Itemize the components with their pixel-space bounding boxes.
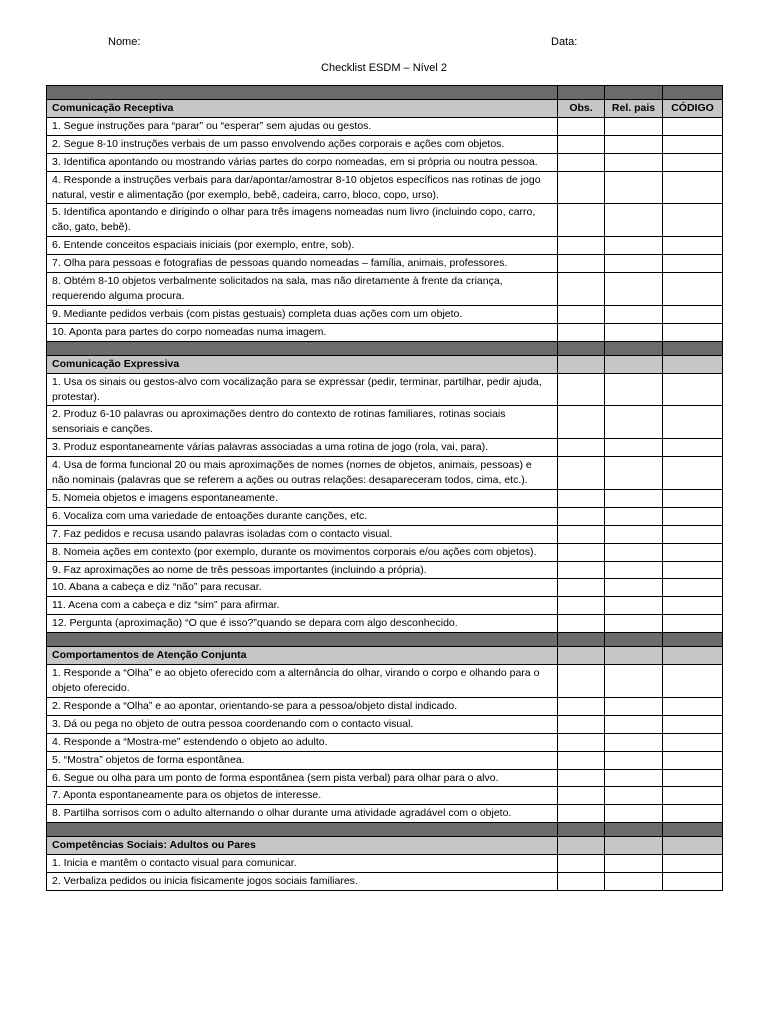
obs-cell[interactable] xyxy=(558,525,605,543)
rel-pais-cell[interactable] xyxy=(605,406,663,439)
codigo-cell[interactable] xyxy=(663,715,723,733)
checklist-item-text: 1. Segue instruções para “parar” ou “esperar” sem ajudas ou gestos. xyxy=(47,117,558,135)
date-label: Data: xyxy=(551,36,578,48)
separator-cell xyxy=(47,86,558,100)
rel-pais-cell[interactable] xyxy=(605,255,663,273)
rel-pais-cell[interactable] xyxy=(605,457,663,490)
obs-cell[interactable] xyxy=(558,305,605,323)
separator-cell xyxy=(47,341,558,355)
checklist-item-row xyxy=(47,665,723,698)
obs-cell[interactable] xyxy=(558,733,605,751)
codigo-cell[interactable] xyxy=(663,733,723,751)
obs-cell[interactable] xyxy=(558,489,605,507)
column-header-empty xyxy=(663,355,723,373)
rel-pais-cell[interactable] xyxy=(605,543,663,561)
column-header-rel-pais: Rel. pais xyxy=(605,100,663,118)
obs-cell[interactable] xyxy=(558,457,605,490)
rel-pais-cell[interactable] xyxy=(605,507,663,525)
codigo-cell[interactable] xyxy=(663,769,723,787)
section-title: Comunicação Expressiva xyxy=(47,355,558,373)
codigo-cell[interactable] xyxy=(663,787,723,805)
checklist-item-row xyxy=(47,615,723,633)
obs-cell[interactable] xyxy=(558,769,605,787)
column-header-empty xyxy=(605,837,663,855)
rel-pais-cell[interactable] xyxy=(605,855,663,873)
checklist-item-row xyxy=(47,171,723,204)
codigo-cell[interactable] xyxy=(663,323,723,341)
rel-pais-cell[interactable] xyxy=(605,751,663,769)
separator-cell xyxy=(558,633,605,647)
checklist-item-text: 8. Obtém 8-10 objetos verbalmente solicitados na sala, mas não diretamente à frente da criança, requerendo alguma procura. xyxy=(47,273,558,306)
rel-pais-cell[interactable] xyxy=(605,873,663,891)
checklist-item-text: 7. Aponta espontaneamente para os objetos de interesse. xyxy=(47,787,558,805)
obs-cell[interactable] xyxy=(558,715,605,733)
checklist-item-text: 11. Acena com a cabeça e diz “sim” para afirmar. xyxy=(47,597,558,615)
codigo-cell[interactable] xyxy=(663,615,723,633)
checklist-item-row xyxy=(47,439,723,457)
checklist-item-row xyxy=(47,805,723,823)
checklist-item-text: 1. Inicia e mantêm o contacto visual para comunicar. xyxy=(47,855,558,873)
separator-cell xyxy=(605,86,663,100)
rel-pais-cell[interactable] xyxy=(605,697,663,715)
rel-pais-cell[interactable] xyxy=(605,733,663,751)
rel-pais-cell[interactable] xyxy=(605,439,663,457)
checklist-item-text: 7. Faz pedidos e recusa usando palavras isoladas com o contacto visual. xyxy=(47,525,558,543)
checklist-item-text: 3. Dá ou pega no objeto de outra pessoa coordenando com o contacto visual. xyxy=(47,715,558,733)
checklist-item-row xyxy=(47,153,723,171)
separator-cell xyxy=(47,633,558,647)
codigo-cell[interactable] xyxy=(663,597,723,615)
checklist-item-row xyxy=(47,489,723,507)
checklist-item-text: 10. Abana a cabeça e diz “não” para recusar. xyxy=(47,579,558,597)
codigo-cell[interactable] xyxy=(663,439,723,457)
checklist-item-text: 3. Identifica apontando ou mostrando várias partes do corpo nomeadas, em si própria ou noutra pessoa. xyxy=(47,153,558,171)
obs-cell[interactable] xyxy=(558,171,605,204)
checklist-item-row xyxy=(47,733,723,751)
checklist-item-text: 1. Usa os sinais ou gestos-alvo com vocalização para se expressar (pedir, terminar, partilhar, pedir ajuda, protestar). xyxy=(47,373,558,406)
checklist-item-row xyxy=(47,135,723,153)
checklist-item-text: 3. Produz espontaneamente várias palavras associadas a uma rotina de jogo (rola, vai, para). xyxy=(47,439,558,457)
obs-cell[interactable] xyxy=(558,255,605,273)
obs-cell[interactable] xyxy=(558,439,605,457)
rel-pais-cell[interactable] xyxy=(605,171,663,204)
section-title: Comportamentos de Atenção Conjunta xyxy=(47,647,558,665)
section-header xyxy=(47,647,723,665)
obs-cell[interactable] xyxy=(558,561,605,579)
codigo-cell[interactable] xyxy=(663,507,723,525)
codigo-cell[interactable] xyxy=(663,579,723,597)
rel-pais-cell[interactable] xyxy=(605,525,663,543)
obs-cell[interactable] xyxy=(558,507,605,525)
checklist-item-row xyxy=(47,204,723,237)
section-header xyxy=(47,837,723,855)
rel-pais-cell[interactable] xyxy=(605,615,663,633)
rel-pais-cell[interactable] xyxy=(605,323,663,341)
checklist-item-text: 5. Identifica apontando e dirigindo o olhar para três imagens nomeadas num livro (incluindo copo, carro, cão, gato, bebê). xyxy=(47,204,558,237)
codigo-cell[interactable] xyxy=(663,273,723,306)
checklist-item-row xyxy=(47,255,723,273)
obs-cell[interactable] xyxy=(558,751,605,769)
obs-cell[interactable] xyxy=(558,873,605,891)
checklist-item-text: 6. Vocaliza com uma variedade de entoações durante canções, etc. xyxy=(47,507,558,525)
checklist-item-row xyxy=(47,543,723,561)
codigo-cell[interactable] xyxy=(663,751,723,769)
checklist-item-text: 6. Segue ou olha para um ponto de forma espontânea (sem pista verbal) para olhar para o alvo. xyxy=(47,769,558,787)
codigo-cell[interactable] xyxy=(663,373,723,406)
checklist-item-row xyxy=(47,787,723,805)
checklist-item-row xyxy=(47,561,723,579)
checklist-item-row xyxy=(47,525,723,543)
checklist-item-row xyxy=(47,597,723,615)
rel-pais-cell[interactable] xyxy=(605,135,663,153)
column-header-obs: Obs. xyxy=(558,100,605,118)
checklist-item-text: 4. Responde a instruções verbais para dar/apontar/amostrar 8-10 objetos específicos nas rotinas de jogo natural, vestir e alimentação (por exemplo, bebê, cadeira, carro, bloco, copo, urso). xyxy=(47,171,558,204)
codigo-cell[interactable] xyxy=(663,697,723,715)
checklist-item-row xyxy=(47,507,723,525)
obs-cell[interactable] xyxy=(558,153,605,171)
obs-cell[interactable] xyxy=(558,665,605,698)
checklist-item-row xyxy=(47,457,723,490)
checklist-item-text: 4. Usa de forma funcional 20 ou mais aproximações de nomes (nomes de objetos, animais, pessoas) e não nominais (palavras que se referem a ações ou outras relações: desapareceram todos, cima, etc.). xyxy=(47,457,558,490)
checklist-item-text: 4. Responde a “Mostra-me” estendendo o objeto ao adulto. xyxy=(47,733,558,751)
separator-cell xyxy=(605,633,663,647)
codigo-cell[interactable] xyxy=(663,805,723,823)
obs-cell[interactable] xyxy=(558,855,605,873)
codigo-cell[interactable] xyxy=(663,237,723,255)
checklist-item-text: 5. Nomeia objetos e imagens espontaneamente. xyxy=(47,489,558,507)
checklist-item-row xyxy=(47,323,723,341)
checklist-item-text: 10. Aponta para partes do corpo nomeadas numa imagem. xyxy=(47,323,558,341)
checklist-item-text: 8. Nomeia ações em contexto (por exemplo, durante os movimentos corporais e/ou ações com objetos). xyxy=(47,543,558,561)
obs-cell[interactable] xyxy=(558,805,605,823)
checklist-item-row xyxy=(47,373,723,406)
rel-pais-cell[interactable] xyxy=(605,805,663,823)
checklist-item-text: 6. Entende conceitos espaciais iniciais (por exemplo, entre, sob). xyxy=(47,237,558,255)
column-header-empty xyxy=(663,837,723,855)
rel-pais-cell[interactable] xyxy=(605,204,663,237)
separator-cell xyxy=(558,86,605,100)
section-separator xyxy=(47,633,723,647)
rel-pais-cell[interactable] xyxy=(605,237,663,255)
checklist-item-row xyxy=(47,715,723,733)
codigo-cell[interactable] xyxy=(663,171,723,204)
obs-cell[interactable] xyxy=(558,697,605,715)
section-title: Competências Sociais: Adultos ou Pares xyxy=(47,837,558,855)
codigo-cell[interactable] xyxy=(663,153,723,171)
rel-pais-cell[interactable] xyxy=(605,273,663,306)
rel-pais-cell[interactable] xyxy=(605,597,663,615)
checklist-table xyxy=(46,85,723,891)
rel-pais-cell[interactable] xyxy=(605,715,663,733)
rel-pais-cell[interactable] xyxy=(605,769,663,787)
section-separator xyxy=(47,823,723,837)
checklist-item-text: 2. Produz 6-10 palavras ou aproximações dentro do contexto de rotinas familiares, rotinas sociais sensoriais e canções. xyxy=(47,406,558,439)
obs-cell[interactable] xyxy=(558,273,605,306)
codigo-cell[interactable] xyxy=(663,204,723,237)
rel-pais-cell[interactable] xyxy=(605,665,663,698)
column-header-empty xyxy=(605,647,663,665)
column-header-empty xyxy=(605,355,663,373)
separator-cell xyxy=(663,823,723,837)
checklist-body xyxy=(47,86,723,891)
obs-cell[interactable] xyxy=(558,237,605,255)
separator-cell xyxy=(47,823,558,837)
checklist-item-text: 5. “Mostra” objetos de forma espontânea. xyxy=(47,751,558,769)
section-separator xyxy=(47,86,723,100)
checklist-item-row xyxy=(47,305,723,323)
codigo-cell[interactable] xyxy=(663,665,723,698)
checklist-item-text: 8. Partilha sorrisos com o adulto alternando o olhar durante uma atividade agradável com o objeto. xyxy=(47,805,558,823)
codigo-cell[interactable] xyxy=(663,873,723,891)
column-header-empty xyxy=(558,647,605,665)
checklist-item-row xyxy=(47,273,723,306)
section-header xyxy=(47,355,723,373)
codigo-cell[interactable] xyxy=(663,135,723,153)
checklist-item-text: 9. Mediante pedidos verbais (com pistas gestuais) completa duas ações com um objeto. xyxy=(47,305,558,323)
document-title: Checklist ESDM – Nível 2 xyxy=(321,62,447,74)
obs-cell[interactable] xyxy=(558,597,605,615)
checklist-item-text: 12. Pergunta (aproximação) “O que é isso?”quando se depara com algo desconhecido. xyxy=(47,615,558,633)
checklist-item-row xyxy=(47,855,723,873)
separator-cell xyxy=(663,341,723,355)
separator-cell xyxy=(663,633,723,647)
checklist-item-row xyxy=(47,117,723,135)
checklist-item-text: 2. Segue 8-10 instruções verbais de um passo envolvendo ações corporais e ações com objetos. xyxy=(47,135,558,153)
checklist-item-row xyxy=(47,697,723,715)
separator-cell xyxy=(558,341,605,355)
checklist-item-row xyxy=(47,769,723,787)
codigo-cell[interactable] xyxy=(663,117,723,135)
checklist-item-row xyxy=(47,237,723,255)
checklist-item-row xyxy=(47,406,723,439)
separator-cell xyxy=(605,341,663,355)
checklist-item-text: 2. Verbaliza pedidos ou inicia fisicamente jogos sociais familiares. xyxy=(47,873,558,891)
codigo-cell[interactable] xyxy=(663,255,723,273)
obs-cell[interactable] xyxy=(558,406,605,439)
obs-cell[interactable] xyxy=(558,579,605,597)
column-header-empty xyxy=(558,355,605,373)
rel-pais-cell[interactable] xyxy=(605,373,663,406)
section-title: Comunicação Receptiva xyxy=(47,100,558,118)
codigo-cell[interactable] xyxy=(663,543,723,561)
rel-pais-cell[interactable] xyxy=(605,117,663,135)
rel-pais-cell[interactable] xyxy=(605,561,663,579)
obs-cell[interactable] xyxy=(558,323,605,341)
codigo-cell[interactable] xyxy=(663,406,723,439)
name-label: Nome: xyxy=(108,36,141,48)
column-header-codigo: CÓDIGO xyxy=(663,100,723,118)
checklist-item-text: 1. Responde a “Olha” e ao objeto oferecido com a alternância do olhar, virando o corpo e olhando para o objeto oferecido. xyxy=(47,665,558,698)
obs-cell[interactable] xyxy=(558,204,605,237)
rel-pais-cell[interactable] xyxy=(605,489,663,507)
rel-pais-cell[interactable] xyxy=(605,153,663,171)
obs-cell[interactable] xyxy=(558,117,605,135)
obs-cell[interactable] xyxy=(558,373,605,406)
codigo-cell[interactable] xyxy=(663,305,723,323)
codigo-cell[interactable] xyxy=(663,561,723,579)
column-header-empty xyxy=(663,647,723,665)
rel-pais-cell[interactable] xyxy=(605,787,663,805)
separator-cell xyxy=(558,823,605,837)
column-header-empty xyxy=(558,837,605,855)
obs-cell[interactable] xyxy=(558,787,605,805)
codigo-cell[interactable] xyxy=(663,489,723,507)
checklist-item-text: 2. Responde a “Olha” e ao apontar, orientando-se para a pessoa/objeto distal indicado. xyxy=(47,697,558,715)
codigo-cell[interactable] xyxy=(663,525,723,543)
rel-pais-cell[interactable] xyxy=(605,305,663,323)
section-separator xyxy=(47,341,723,355)
checklist-item-row xyxy=(47,873,723,891)
checklist-item-row xyxy=(47,579,723,597)
checklist-item-text: 7. Olha para pessoas e fotografias de pessoas quando nomeadas – família, animais, professores. xyxy=(47,255,558,273)
separator-cell xyxy=(605,823,663,837)
rel-pais-cell[interactable] xyxy=(605,579,663,597)
checklist-item-row xyxy=(47,751,723,769)
section-header xyxy=(47,100,723,118)
obs-cell[interactable] xyxy=(558,135,605,153)
codigo-cell[interactable] xyxy=(663,457,723,490)
obs-cell[interactable] xyxy=(558,543,605,561)
separator-cell xyxy=(663,86,723,100)
obs-cell[interactable] xyxy=(558,615,605,633)
codigo-cell[interactable] xyxy=(663,855,723,873)
checklist-item-text: 9. Faz aproximações ao nome de três pessoas importantes (incluindo a própria). xyxy=(47,561,558,579)
